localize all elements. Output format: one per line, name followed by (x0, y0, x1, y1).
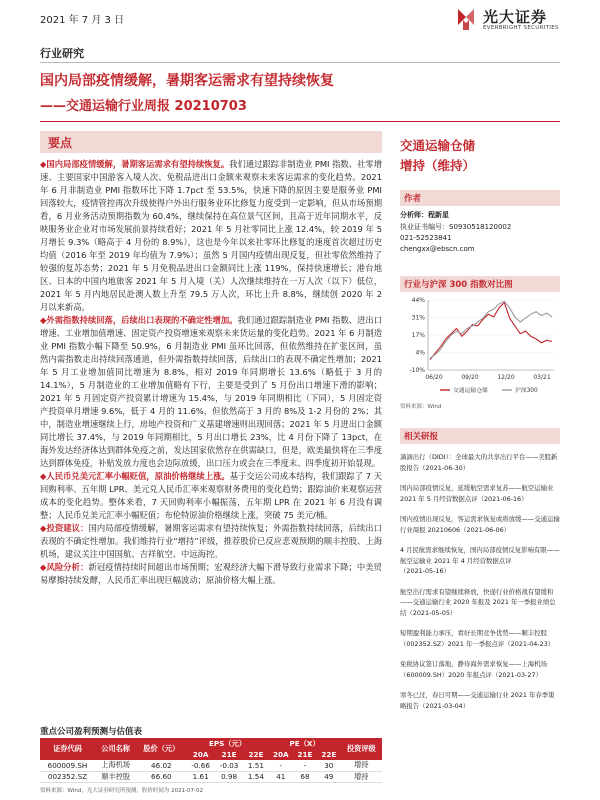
column-header: PE（X） (268, 738, 340, 749)
table-cell: 68 (293, 771, 317, 782)
diamond-bullet-icon: ◆ (40, 562, 47, 572)
column-subheader: 21E (293, 749, 317, 760)
key-point-lead: 风险分析： (46, 562, 89, 572)
analyst-email[interactable]: chengxx@ebscn.com (400, 245, 475, 253)
related-report-title: 免税协议签订落地，静待海外需求恢复——上海机场（600009.SH）2020 年报点评 (400, 660, 547, 679)
related-report-link[interactable] (400, 587, 560, 619)
related-report-title: 滴滴出行（DIDI）：全球最大的共享出行平台——美股新股报告 (400, 453, 558, 472)
analyst-license: 执业证书编号：S0930518120002 (400, 223, 512, 231)
x-tick-label: 06/20 (425, 374, 443, 381)
legend-label: 交通运输仓储 (453, 388, 488, 394)
related-report-title: 寒冬已过，春日可期——交通运输行业 2021 年春季策略报告 (400, 691, 555, 710)
related-report-date: （2021-06-16） (477, 494, 528, 503)
table-cell: 1.61 (186, 771, 214, 782)
related-report-link[interactable] (400, 483, 560, 504)
divider (40, 62, 560, 63)
x-tick-label: 03/21 (533, 374, 551, 381)
chart-source: 资料来源：Wind (400, 404, 442, 410)
related-report-link[interactable] (400, 690, 560, 711)
table-cell: 增持 (341, 760, 382, 771)
divider (40, 121, 560, 122)
key-point-lead: 人民币兑美元汇率小幅贬值，原油价格继续上涨。 (46, 471, 230, 481)
table-row (40, 760, 382, 771)
related-report-link[interactable] (400, 628, 560, 649)
related-reports-list (400, 452, 560, 721)
key-point-text: 国内局部疫情缓解，暑期客运需求有望持续恢复；外需指数持续回落，后续出口表现的不确定性增加。我们维持行业“增持”评级，推荐股价已反应悲观预期的顺丰控股、上海机场，建议关注中国国航、吉祥航空、中远海控。 (40, 523, 382, 559)
related-report-link[interactable] (400, 545, 560, 577)
key-point-paragraph (40, 561, 382, 587)
table-cell: 上海机场 (95, 760, 136, 771)
column-header: 证券代码 (40, 738, 95, 760)
table-cell: 600009.SH (40, 760, 95, 771)
column-header: EPS（元） (186, 738, 268, 749)
key-point-lead: 投资建议： (46, 523, 89, 533)
table-cell: - (293, 760, 317, 771)
related-section-header (400, 428, 560, 444)
chart-canvas (400, 292, 560, 404)
key-point-paragraph (40, 470, 382, 522)
table-cell: 66.60 (136, 771, 186, 782)
diamond-bullet-icon: ◆ (40, 159, 47, 169)
key-point-paragraph (40, 158, 382, 314)
logo-text: 光大证券 (483, 8, 548, 26)
x-tick-label: 09/20 (461, 374, 479, 381)
table-cell: 002352.SZ (40, 771, 95, 782)
table-cell: 0.98 (215, 771, 243, 782)
table-cell: 30 (317, 760, 341, 771)
column-subheader: 20A (268, 749, 293, 760)
author-heading: 作者 (404, 194, 422, 204)
y-tick-label: 44% (411, 297, 425, 304)
series-line-csi300 (430, 301, 552, 358)
analyst-line (400, 210, 449, 221)
logo-subtext: EVERBRIGHT SECURITIES (483, 25, 559, 31)
table-cell: - (268, 760, 293, 771)
key-point-text: 新冠疫情持续时间超出市场预期；宏观经济大幅下滑导致行业需求下降；中美贸易摩擦持续发酵，人民币汇率出现巨幅波动；原油价格大幅上涨。 (40, 562, 382, 585)
key-points-heading: 要点 (48, 136, 73, 150)
column-header: 股价（元） (136, 738, 186, 760)
table-cell: 1.54 (243, 771, 268, 782)
y-tick-label: 4% (415, 349, 425, 357)
analyst-name: 程新星 (428, 211, 449, 219)
chart-section-header (400, 276, 560, 292)
everbright-logo-icon (455, 6, 477, 32)
key-points-header (40, 131, 382, 153)
related-report-date: （2021-03-27） (491, 670, 542, 679)
legend-label: 沪深300 (515, 388, 538, 394)
key-point-lead: 国内局部疫情缓解，暑期客运需求有望持续恢复。 (46, 159, 230, 169)
key-point-paragraph (40, 522, 382, 561)
column-subheader: 21E (215, 749, 243, 760)
related-report-date: （2021-04-23） (504, 639, 555, 648)
related-report-date: （2021-06-30） (419, 463, 470, 472)
analyst-label: 分析师： (400, 211, 428, 219)
key-point-lead: 外需指数持续回落，后续出口表现的不确定性增加。 (46, 315, 238, 325)
industry-name: 交通运输仓储 (400, 138, 476, 153)
related-heading: 相关研报 (404, 432, 439, 442)
report-date: 2021 年 7 月 3 日 (40, 15, 125, 26)
estimates-table-title: 重点公司盈利预测与估值表 (40, 727, 143, 737)
related-report-link[interactable] (400, 452, 560, 473)
related-report-title: 国内疫情出现反复，客运需求恢复或将放缓——交通运输行业周报 20210606 (400, 515, 560, 534)
series-line-industry (430, 303, 552, 360)
related-report-date: （2021-05-16） (400, 567, 450, 575)
key-points-body (40, 158, 382, 587)
related-report-title: 航空出行需求有望继续释放，快递行业价格战有望缓和——交通运输行业 2020 年报及 2021 年一季报业绩总结 (400, 587, 556, 617)
table-cell: 顺丰控股 (95, 771, 136, 782)
chart-heading: 行业与沪深 300 指数对比图 (404, 280, 513, 290)
analyst-phone: 021-52523841 (400, 234, 452, 242)
table-source-note: 资料来源：Wind，光大证券研究所预测，股价时间为 2021-07-02 (40, 788, 204, 794)
table-cell: 46.02 (136, 760, 186, 771)
report-title: 国内局部疫情缓解，暑期客运需求有望持续恢复 (40, 73, 334, 89)
table-cell: 增持 (341, 771, 382, 782)
report-subtitle: ——交通运输行业周报 20210703 (40, 99, 247, 114)
column-header: 投资评级 (341, 738, 382, 760)
column-subheader: 22E (243, 749, 268, 760)
related-report-title: 国内局部疫情反复，延缓航空需求复苏——航空运输业 2021 年 5 月经营数据点评 (400, 484, 554, 503)
column-subheader: 22E (317, 749, 341, 760)
related-report-date: （2021-05-05） (406, 608, 457, 617)
index-comparison-chart (400, 292, 560, 404)
table-cell: -0.03 (215, 760, 243, 771)
y-tick-label: -10% (409, 367, 425, 374)
column-subheader: 20A (186, 749, 214, 760)
column-header: 公司名称 (95, 738, 136, 760)
table-header-row (40, 738, 382, 749)
report-type: 行业研究 (40, 47, 84, 60)
related-report-title: 4 月民航需求继续恢复，国内局部疫情反复影响有限——航空运输业 2021 年 4 月经营数据点评 (400, 546, 560, 565)
diamond-bullet-icon: ◆ (40, 471, 47, 481)
table-cell: -0.66 (186, 760, 214, 771)
author-section-header (400, 190, 560, 206)
key-point-text: 我们通过跟踪非制造业 PMI 指数、社零增速、主要国家中国游客入境人次、免税品进出口金额来观察未来客运需求的变化趋势。2021 年 6 月非制造业 PMI 指数环比下降 1.7pct 至 53.5%，快速下降的原因主要是服务业 PMI 回落较大，疫情管控再次升级使得户外出行服务业环比修复力度受到一定影响，但从市场预期看，6 月业务活动预期指数为 60.4%，继续保持在高位景气区间，且高于近年同期水平，反映服务业企业对市场发展前景持续看好；2021 年 5 月社零同比上涨 12.4%，较 2019 年 5 月增长 9.3%（略高于 4 月份的 8.9%），这也是今年以来社零环比修复的速度首次超过历史均值（2016 年至 2019 年均值为 7.9%）；虽然 5 月国内疫情出现反复，但社零依然维持了较强的复苏态势；2021 年 5 月免税品进出口金额同比上涨 119%，保持快速增长；港台地区、日本的中国内地旅客 2021 年 5 月入境（关）人次继续维持在一万人次（以下）低位，2021 年 5 月内地居民赴澳人数上升至 79.5 万人次，环比上升 8.8%，继续创 2020 年 2 月以来新高。 (40, 159, 382, 312)
y-tick-label: 17% (411, 332, 425, 339)
estimates-table (40, 738, 382, 783)
table-cell: 41 (268, 771, 293, 782)
diamond-bullet-icon: ◆ (40, 523, 47, 533)
brokerage-logo (455, 4, 565, 36)
table-cell: 1.51 (243, 760, 268, 771)
related-report-link[interactable] (400, 659, 560, 680)
key-point-text: 基于交运公司成本结构，我们跟踪了 7 天回购利率、五年期 LPR、美元兑人民币汇率来观察财务费用的变化趋势；跟踪油价来观察运营成本的变化趋势。整体来看，7 天回购利率小幅振荡，五年期 LPR 在 2021 年 6 月没有调整；人民币兑美元汇率小幅贬值；布伦特原油价格继续上涨，突破 75 美元/桶。 (40, 471, 382, 520)
related-report-date: （2021-06-06） (460, 525, 511, 534)
related-report-date: （2021-03-04） (419, 701, 470, 710)
diamond-bullet-icon: ◆ (40, 315, 47, 325)
y-tick-label: 31% (411, 314, 425, 322)
industry-rating: 增持（维持） (400, 158, 476, 173)
x-tick-label: 12/20 (497, 374, 515, 381)
related-report-link[interactable] (400, 514, 560, 535)
related-report-title: 短期盈利能力承压，看好长期竞争优势——顺丰控股（002352.SZ）2021 年一季报点评 (400, 629, 547, 648)
table-row (40, 771, 382, 782)
key-point-text: 我们通过跟踪制造业 PMI 指数、进出口增速、工业增加值增速、固定资产投资增速来观察未来货运量的变化趋势。2021 年 6 月制造业 PMI 指数小幅下降至 50.9%，6 月制造业 PMI 虽环比回落，但依然维持在扩张区间，虽然内需指数走出持续回落通道，但外需指数持续回落，后续出口的表现不确定性增加；2021 年 5 月工业增加值同比增速为 8.8%，相对 2019 年同期增长 13.6%（略低于 3 月的 14.1%），5 月制造业的工业增加值略有下行，主要是受到了 5 月份出口增速下滑的影响；2021 年 5 月固定资产投资累计增速为 15.4%，与 2019 年同期相比（下同），5 月固定资产投资单月增速 9.6%，低于 4 月的 11.6%，但依然高于 3 月的 8%及 1-2 月份的 2%；其中，制造业增速继续上行，房地产投资和广义基建增速则出现回落；2021 年 5 月进出口金额同比增长 37.4%，与 2019 年同期相比，5 月出口增长 23%，比 4 月份下降了 13pct，在海外发达经济体达到群体免疫之前，发达国家依然存在供需缺口，但是，欧美最快将在三季度达到群体免疫，补贴发放力度也会边际放缓，出口压力或会在三季度末、四季度初开始显现。 (40, 315, 382, 468)
key-point-paragraph (40, 314, 382, 470)
table-cell: 49 (317, 771, 341, 782)
